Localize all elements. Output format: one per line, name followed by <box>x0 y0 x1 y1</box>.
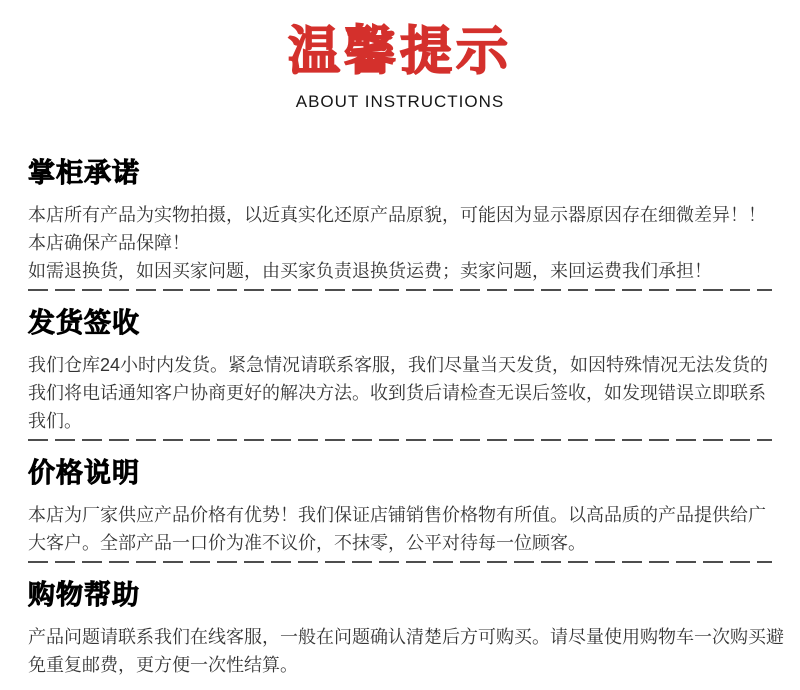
body-line: 产品问题请联系我们在线客服，一般在问题确认清楚后方可购买。请尽量使用购物车一次购买避 <box>28 627 784 647</box>
dashed-divider <box>28 439 772 441</box>
body-line: 本店为厂家供应产品价格有优势！我们保证店铺销售价格物有所值。以高品质的产品提供给广 <box>28 505 766 525</box>
section-price-explanation <box>28 458 772 557</box>
section-shopping-help <box>28 580 784 679</box>
section-heading: 购物帮助 <box>28 580 140 610</box>
body-line: 我们。 <box>28 411 82 431</box>
body-line: 本店确保产品保障！ <box>28 233 190 253</box>
section-shipping-receipt <box>28 308 772 435</box>
section-body <box>28 201 772 285</box>
page-content <box>0 158 800 679</box>
section-heading: 价格说明 <box>28 458 140 488</box>
body-line: 免重复邮费，更方便一次性结算。 <box>28 655 298 675</box>
section-heading: 发货签收 <box>28 308 140 338</box>
section-body <box>28 351 772 435</box>
section-shopkeeper-promise <box>28 158 772 285</box>
body-line: 我们仓库24小时内发货。紧急情况请联系客服，我们尽量当天发货，如因特殊情况无法发货的 <box>28 355 769 375</box>
body-line: 本店所有产品为实物拍摄，以近真实化还原产品原貌，可能因为显示器原因存在细微差异！！ <box>28 205 766 225</box>
body-line: 大客户。全部产品一口价为准不议价，不抹零，公平对待每一位顾客。 <box>28 533 586 553</box>
section-body <box>28 623 784 679</box>
body-line: 如需退换货，如因买家问题，由买家负责退换货运费；卖家问题，来回运费我们承担！ <box>28 261 712 281</box>
dashed-divider <box>28 289 772 291</box>
section-body <box>28 501 772 557</box>
body-line: 我们将电话通知客户协商更好的解决方法。收到货后请检查无误后签收，如发现错误立即联系 <box>28 383 766 403</box>
dashed-divider <box>28 561 772 563</box>
page-subtitle: ABOUT INSTRUCTIONS <box>295 92 505 111</box>
page-header <box>0 0 800 112</box>
section-heading: 掌柜承诺 <box>28 158 140 188</box>
page-title: 温馨提示 <box>287 23 512 81</box>
